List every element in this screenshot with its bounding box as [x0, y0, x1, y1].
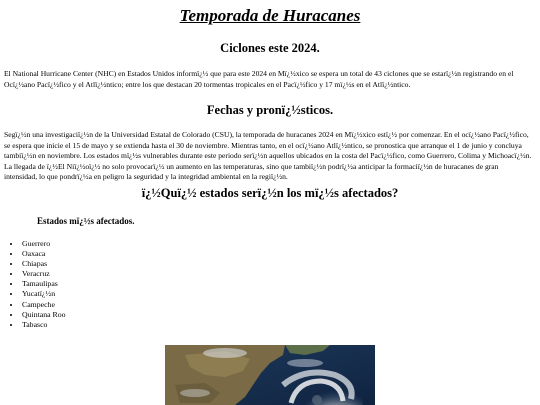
list-item: • Tamaulipas — [21, 279, 66, 289]
list-item: • Oaxaca — [21, 249, 66, 259]
section-heading-ciclones: Ciclones este 2024. — [220, 41, 320, 55]
states-list-heading: Estados mï¿½s afectados. — [37, 216, 135, 226]
section-text-ciclones: El National Hurricane Center (NHC) en Estados Unidos informï¿½ que para este 2024 en Mï¿½xico se espera un total de 43 ciclones que se estarï¿½n registrando en el Ocï¿½ano Pacï¿½fico y el Atlï¿½ntico; entre los que destacan 20 tormentas tropicales en el Pacï¿½fico y 17 mï¿½s en el Atlï¿½ntico. — [4, 69, 514, 89]
list-item: • Quintana Roo — [21, 310, 66, 320]
states-list — [0, 239, 66, 330]
list-item: • Campeche — [21, 300, 66, 310]
section-heading-estados: ï¿½Quï¿½ estados serï¿½n los mï¿½s afectados? — [141, 186, 399, 200]
list-item: • Tabasco — [21, 320, 66, 330]
section-text-fechas: Segï¿½n una investigaciï¿½n de la Universidad Estatal de Colorado (CSU), la temporada de huracanes 2024 en Mï¿½xico estï¿½ por comenzar. En el ocï¿½ano Pacï¿½fico, se espera que inicie el 15 de mayo y se extienda hasta el 30 de noviembre. Mientras tanto, en el ocï¿½ano Atlï¿½ntico, se pronostica que arranque el 1 de junio y concluya tambiï¿½n en noviembre. Los estados mï¿½s vulnerables durante este periodo serï¿½n aquellos ubicados en la costa del Pacï¿½fico, como Guerrero, Colima y Michoacï¿½n. La llegada de ï¿½El Niï¿½oï¿½ no solo provocarï¿½ un aumento en las temperaturas, sino que tambiï¿½n podrï¿½a anticipar la formaciï¿½n de huracanes de gran intensidad, lo que pondrï¿½a en peligro la seguridad y la integridad ambiental en la regiï¿½n. — [4, 130, 532, 181]
list-item: • Guerrero — [21, 239, 66, 249]
list-item: • Chiapas — [21, 259, 66, 269]
list-item: • Yucatï¿½n — [21, 289, 66, 299]
page-title: Temporada de Huracanes — [179, 6, 361, 25]
list-item: • Veracruz — [21, 269, 66, 279]
section-heading-fechas: Fechas y pronï¿½sticos. — [206, 103, 334, 117]
hurricane-satellite-image — [165, 345, 375, 405]
